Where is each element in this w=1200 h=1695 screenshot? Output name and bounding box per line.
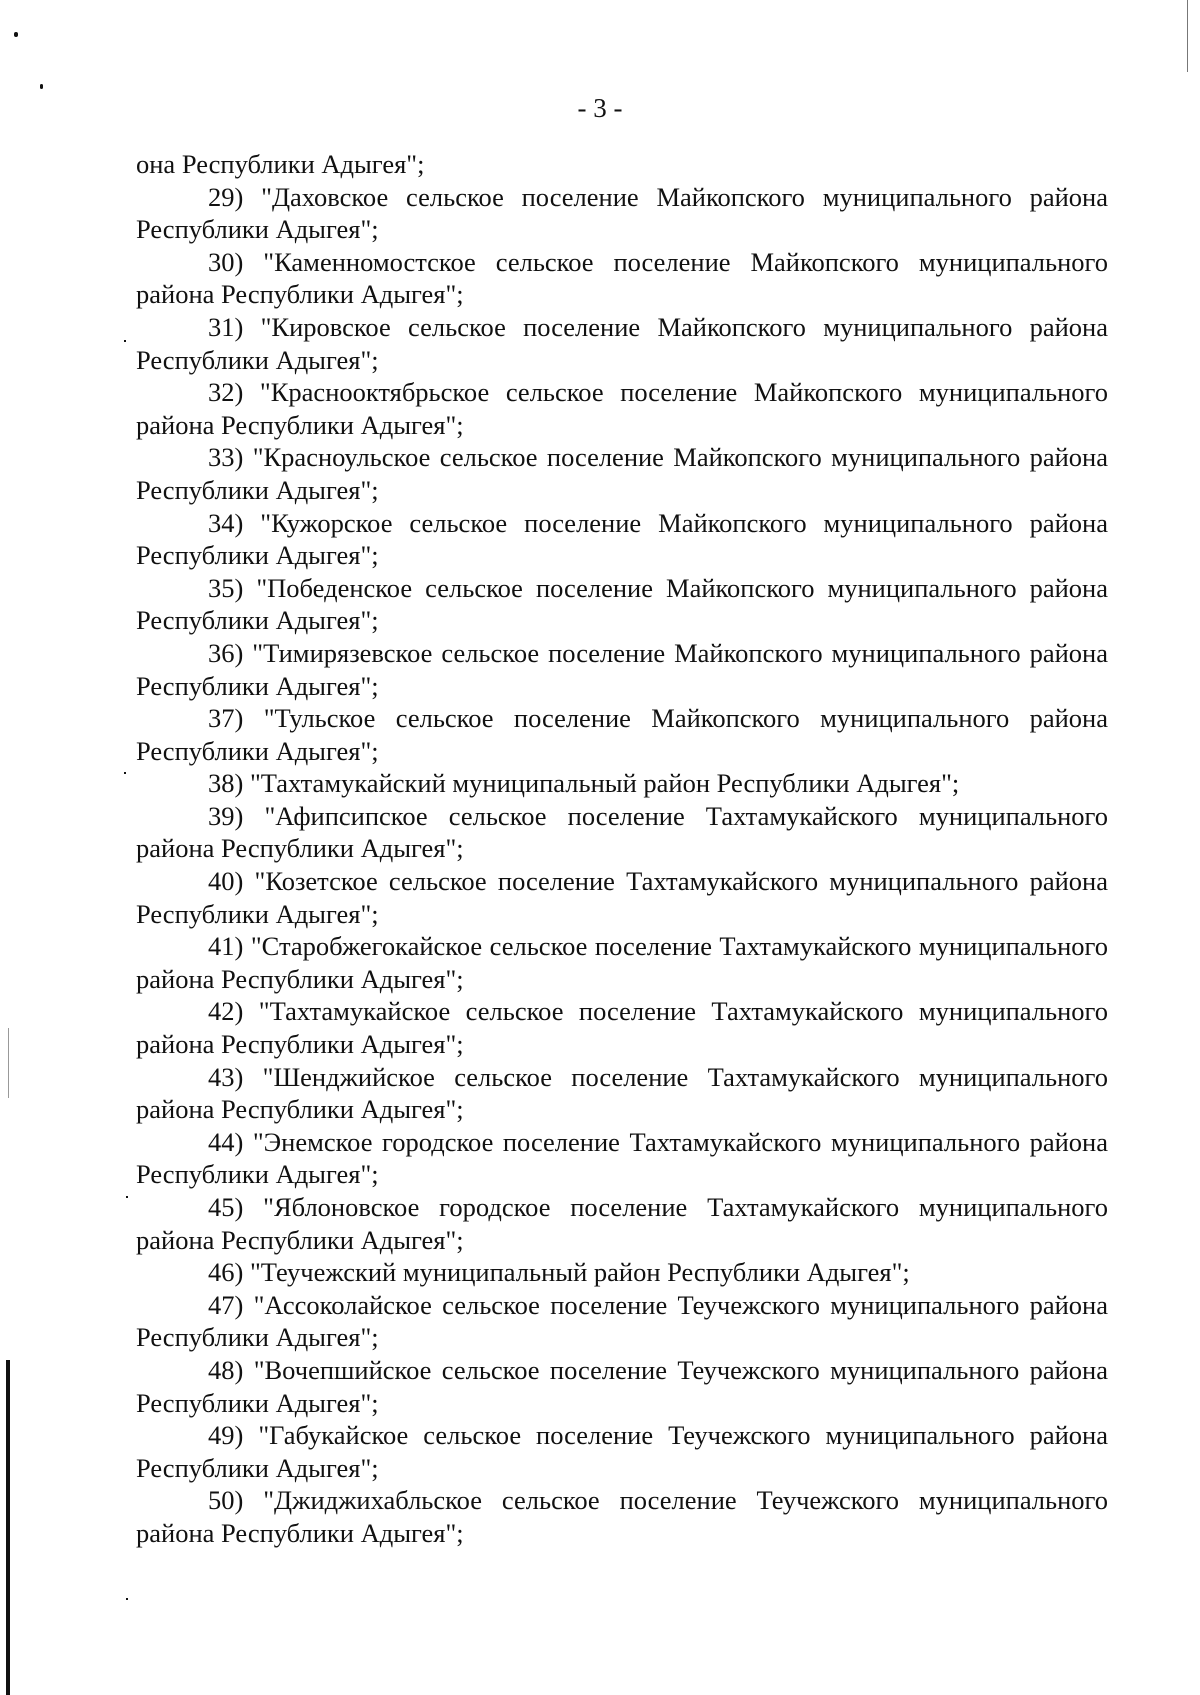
page-number: - 3 - — [577, 93, 623, 123]
item-number: 30) — [208, 246, 244, 277]
item-number: 33) — [208, 442, 244, 473]
item-number: 31) — [208, 311, 244, 342]
list-item — [136, 930, 1108, 995]
item-text: "Яблоновское городское поселение Тахтамукайского муниципального района Республики Адыгея"; — [136, 1192, 1109, 1255]
scan-dot — [14, 32, 18, 37]
item-text: "Козетское сельское поселение Тахтамукайского муниципального района Республики Адыгея"; — [136, 866, 1109, 929]
item-text: "Габукайское сельское поселение Теучежского муниципального района Республики Адыгея"; — [136, 1420, 1108, 1483]
list-item — [136, 311, 1108, 376]
item-number: 34) — [208, 507, 244, 538]
list-item — [136, 572, 1108, 637]
item-text: "Тульское сельское поселение Майкопского муниципального района Республики Адыгея"; — [136, 703, 1108, 766]
scan-edge-line — [8, 1028, 9, 1098]
list-item — [136, 637, 1108, 702]
item-number: 37) — [208, 703, 244, 734]
item-text: "Афипсипское сельское поселение Тахтамукайского муниципального района Республики Адыгея"; — [136, 800, 1109, 864]
list-item — [136, 1484, 1108, 1549]
list-item — [136, 1126, 1108, 1191]
item-text: "Вочепшийское сельское поселение Теучежского муниципального района Республики Адыгея"; — [136, 1354, 1108, 1418]
item-text: "Победенское сельское поселение Майкопского муниципального района Республики Адыгея"; — [136, 572, 1108, 636]
list-item — [136, 1061, 1108, 1126]
item-number: 45) — [208, 1192, 244, 1222]
scan-dot — [124, 340, 126, 342]
list-item — [136, 767, 1108, 800]
item-text: "Кировское сельское поселение Майкопского муниципального района Республики Адыгея"; — [136, 311, 1108, 375]
continuation-line: она Республики Адыгея"; — [136, 149, 425, 179]
list-item — [136, 702, 1108, 767]
list-item — [136, 1289, 1108, 1354]
scan-edge-line — [1187, 0, 1188, 72]
list-item — [136, 181, 1108, 246]
item-text: "Тахтамукайский муниципальный район Республики Адыгея"; — [249, 768, 960, 799]
list-item — [136, 1419, 1108, 1484]
item-number: 36) — [208, 637, 244, 668]
list-item — [136, 1354, 1108, 1419]
list-item — [136, 376, 1108, 441]
scan-dot — [126, 1196, 128, 1198]
item-text: "Каменномостское сельское поселение Майкопского муниципального района Республики Адыгея"; — [136, 246, 1108, 310]
document-body — [136, 148, 1108, 1550]
item-number: 39) — [208, 800, 244, 831]
item-text: "Энемское городское поселение Тахтамукайского муниципального района Республики Адыгея"; — [136, 1126, 1109, 1190]
item-text: "Даховское сельское поселение Майкопского муниципального района Республики Адыгея"; — [136, 181, 1108, 245]
item-text: "Шенджийское сельское поселение Тахтамукайского муниципального района Республики Адыгея"; — [136, 1061, 1109, 1125]
item-number: 43) — [208, 1061, 244, 1092]
item-number: 29) — [208, 181, 244, 212]
item-text: "Красноульское сельское поселение Майкопского муниципального района Республики Адыгея"; — [136, 442, 1108, 505]
scan-dot — [124, 772, 126, 774]
scan-dot — [126, 1598, 128, 1600]
item-number: 42) — [208, 996, 244, 1027]
list-item — [136, 1256, 1108, 1289]
list-item — [136, 995, 1108, 1060]
item-number: 50) — [208, 1485, 244, 1516]
scan-dot — [40, 84, 43, 89]
list-item — [136, 800, 1108, 865]
item-number: 46) — [208, 1257, 244, 1288]
item-text: "Теучежский муниципальный район Республики Адыгея"; — [249, 1257, 910, 1288]
item-number: 32) — [208, 377, 244, 408]
list-item — [136, 1191, 1108, 1256]
list-item — [136, 246, 1108, 311]
item-number: 47) — [208, 1289, 244, 1320]
item-number: 35) — [208, 572, 244, 603]
scan-edge-bar — [6, 1360, 10, 1695]
item-text: "Ассоколайское сельское поселение Теучежского муниципального района Республики Адыгея"; — [136, 1289, 1108, 1353]
list-item — [136, 507, 1108, 572]
item-text: "Тахтамукайское сельское поселение Тахтамукайского муниципального района Республики Адыгея"; — [136, 996, 1109, 1060]
item-number: 41) — [208, 931, 244, 962]
item-text: "Джиджихабльское сельское поселение Теучежского муниципального района Республики Адыгея"; — [136, 1485, 1109, 1548]
item-number: 38) — [208, 768, 244, 799]
list-item — [136, 441, 1108, 506]
item-number: 40) — [208, 866, 244, 897]
item-number: 44) — [208, 1126, 244, 1157]
enumerated-list — [136, 181, 1108, 1550]
list-item — [136, 865, 1108, 930]
item-text: "Тимирязевское сельское поселение Майкопского муниципального района Республики Адыгея"; — [136, 637, 1108, 701]
item-number: 49) — [208, 1420, 244, 1451]
item-text: "Старобжегокайское сельское поселение Тахтамукайского муниципального района Республики Адыгея"; — [136, 931, 1109, 994]
item-text: "Кужорское сельское поселение Майкопского муниципального района Республики Адыгея"; — [136, 507, 1108, 571]
item-number: 48) — [208, 1354, 244, 1385]
item-text: "Краснооктябрьское сельское поселение Майкопского муниципального района Республики Адыгея"; — [136, 377, 1109, 440]
